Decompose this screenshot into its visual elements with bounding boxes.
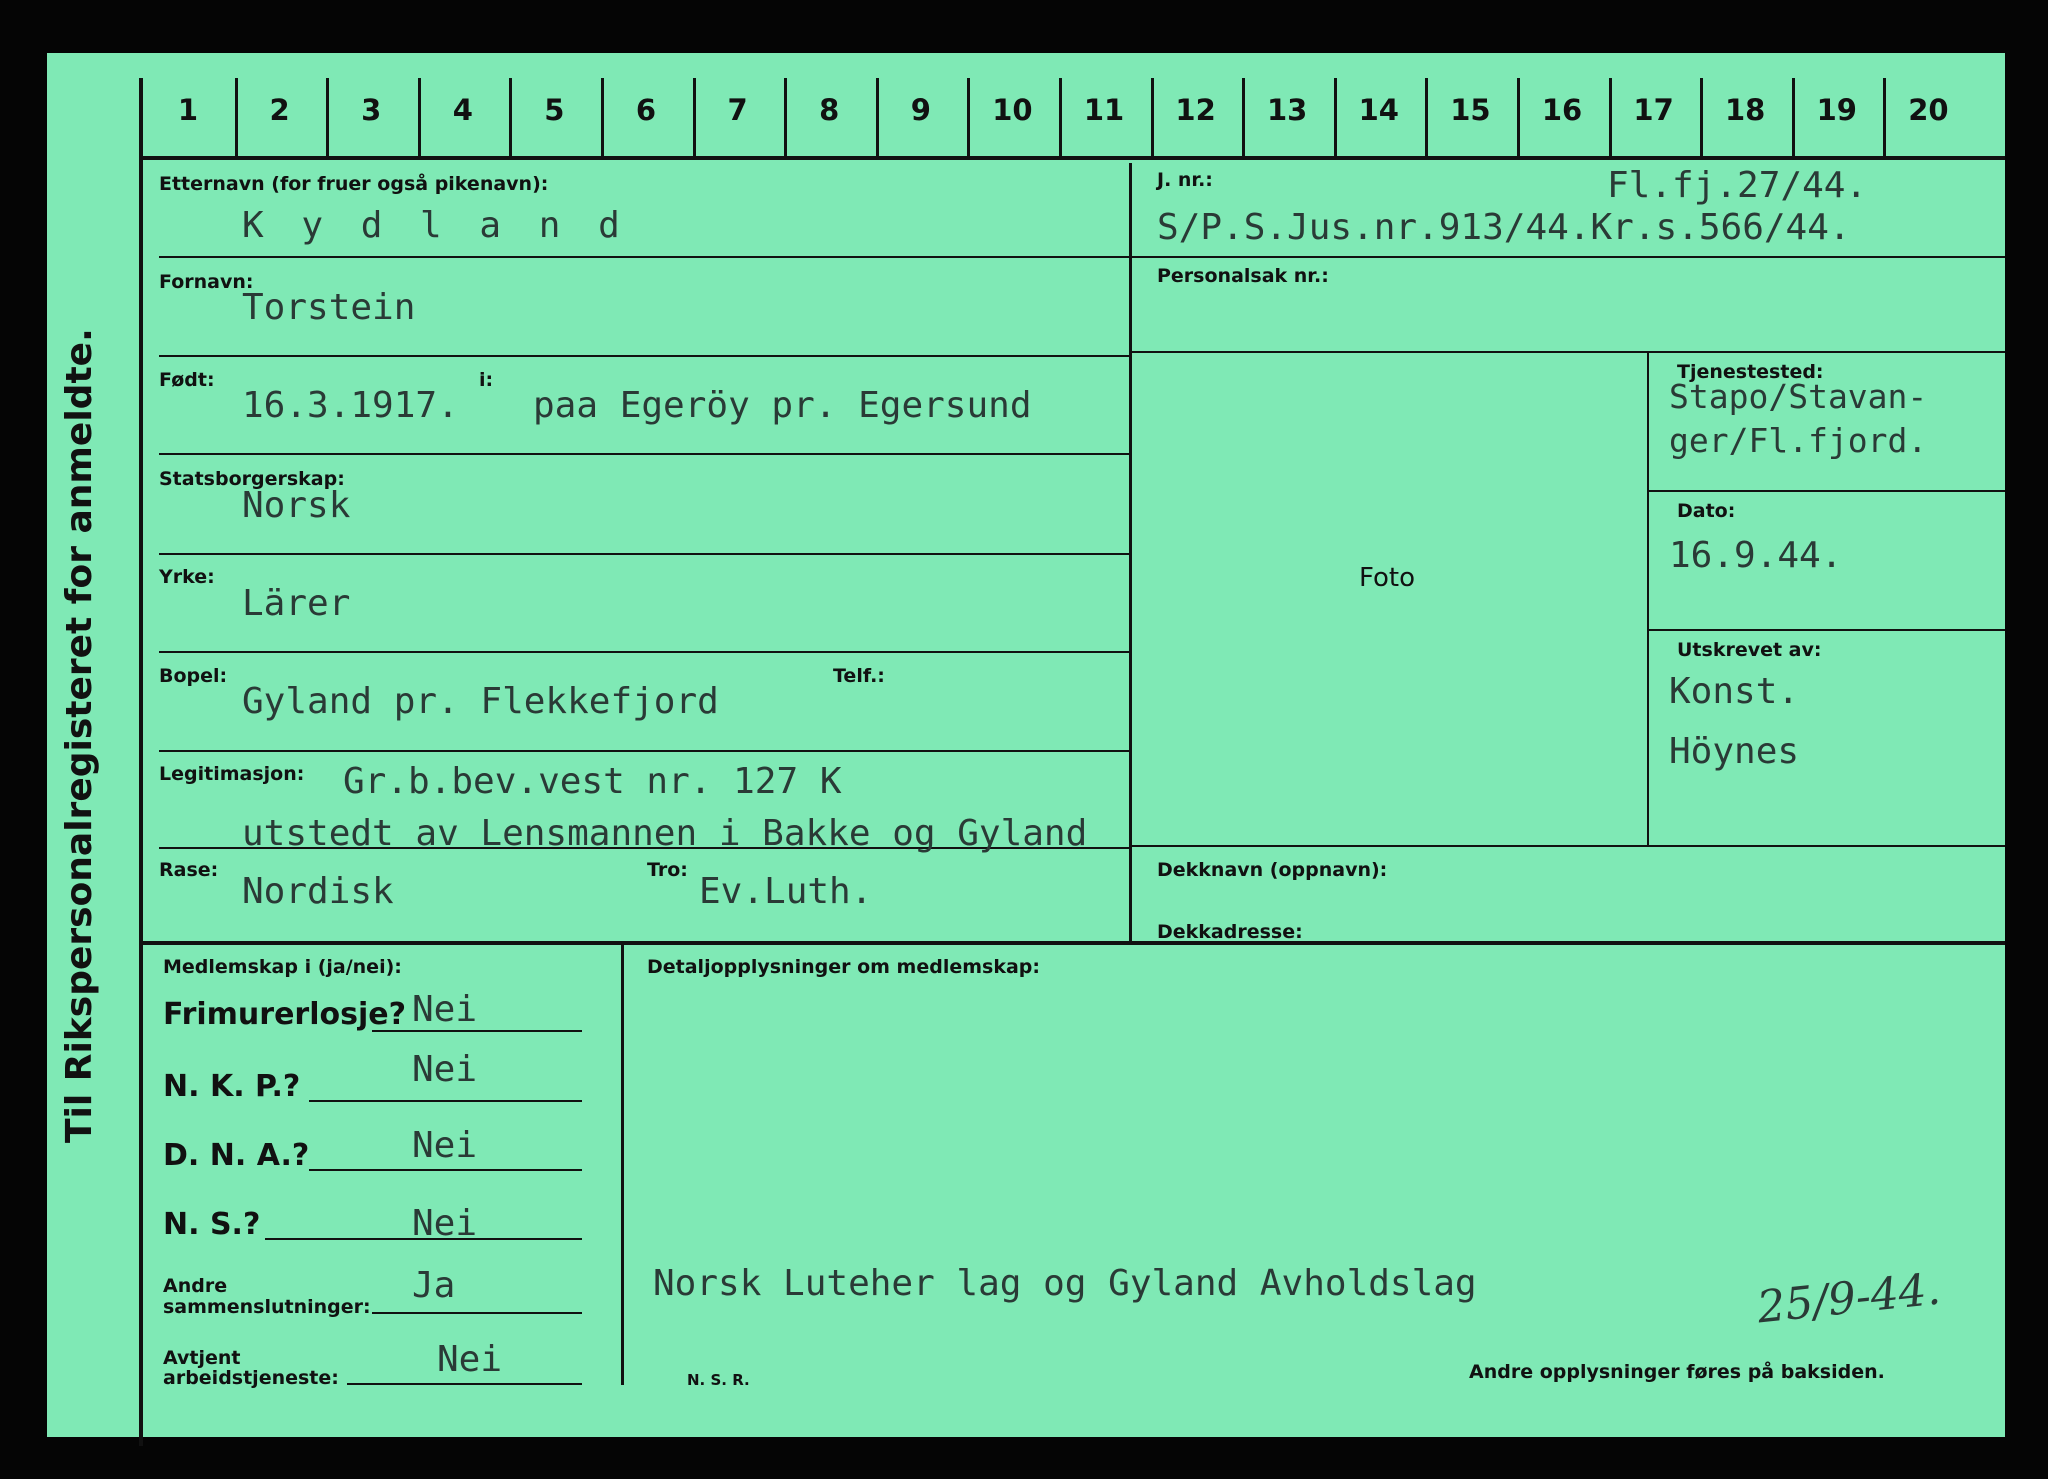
tro-label: Tro: xyxy=(647,859,688,881)
row-line xyxy=(1132,351,2005,353)
column-tick xyxy=(1883,78,1886,158)
fornavn-label: Fornavn: xyxy=(159,271,254,293)
dekknavn-label: Dekknavn (oppnavn): xyxy=(1157,859,1388,881)
column-number: 6 xyxy=(635,93,657,127)
fodt-dato-value: 16.3.1917. xyxy=(242,385,459,426)
etternavn-value: K y d l a n d xyxy=(242,205,628,246)
column-tick xyxy=(235,78,238,158)
bopel-value: Gyland pr. Flekkefjord xyxy=(242,681,719,722)
column-number: 19 xyxy=(1816,93,1857,127)
column-number: 5 xyxy=(544,93,565,127)
rase-label: Rase: xyxy=(159,859,219,881)
rase-value: Nordisk xyxy=(242,871,394,912)
dna-label: D. N. A.? xyxy=(163,1138,310,1173)
membership-divider xyxy=(621,945,624,1385)
nkp-value: Nei xyxy=(412,1049,478,1090)
column-number: 3 xyxy=(361,93,382,127)
column-tick xyxy=(1517,78,1520,158)
column-number: 8 xyxy=(819,93,840,127)
etternavn-label: Etternavn (for fruer også pikenavn): xyxy=(159,173,549,195)
column-number: 17 xyxy=(1633,93,1674,127)
frimurer-value: Nei xyxy=(412,989,478,1030)
column-tick xyxy=(784,78,787,158)
column-tick xyxy=(418,78,421,158)
row-line xyxy=(1132,845,2005,847)
dna-value: Nei xyxy=(412,1125,478,1166)
nkp-label: N. K. P.? xyxy=(163,1069,301,1104)
dekkadresse-label: Dekkadresse: xyxy=(1157,921,1303,943)
foto-label: Foto xyxy=(1359,563,1416,593)
row-line xyxy=(159,651,1129,653)
column-number: 10 xyxy=(992,93,1033,127)
column-number: 11 xyxy=(1083,93,1125,127)
avtjent-label-2: arbeidstjeneste: xyxy=(163,1367,339,1389)
detalj-label: Detaljopplysninger om medlemskap: xyxy=(647,956,1040,978)
column-number: 13 xyxy=(1267,93,1308,127)
underline xyxy=(309,1169,582,1171)
jnr-label: J. nr.: xyxy=(1157,169,1213,191)
column-tick xyxy=(693,78,696,158)
nsr-mark: N. S. R. xyxy=(687,1371,750,1389)
handwritten-date: 25/9-44. xyxy=(1754,1263,1943,1334)
andre-value: Ja xyxy=(412,1265,456,1306)
left-border xyxy=(139,78,143,1446)
column-tick xyxy=(601,78,604,158)
column-tick xyxy=(1792,78,1795,158)
column-tick xyxy=(1700,78,1703,158)
column-number: 1 xyxy=(177,93,199,127)
column-number: 20 xyxy=(1908,93,1949,127)
frimurer-label: Frimurerlosje? xyxy=(163,997,406,1032)
jnr-value-2: S/P.S.Jus.nr.913/44.Kr.s.566/44. xyxy=(1157,207,1851,248)
avtjent-label-1: Avtjent xyxy=(163,1347,241,1369)
column-tick xyxy=(509,78,512,158)
registration-card xyxy=(47,53,2005,1437)
column-tick xyxy=(967,78,970,158)
fodt-label: Født: xyxy=(159,369,215,391)
avtjent-value: Nei xyxy=(437,1339,503,1380)
row-line xyxy=(159,355,1129,357)
column-tick xyxy=(326,78,329,158)
telf-label: Telf.: xyxy=(833,665,885,687)
utskrevet-value-1: Konst. xyxy=(1669,671,1800,712)
legitimasjon-value-1: Gr.b.bev.vest nr. 127 K xyxy=(343,761,842,802)
fodt-sted-value: paa Egeröy pr. Egersund xyxy=(533,385,1032,426)
column-number: 7 xyxy=(727,93,748,127)
column-tick xyxy=(1609,78,1612,158)
row-line xyxy=(159,453,1129,455)
column-number: 18 xyxy=(1725,93,1766,127)
column-number: 12 xyxy=(1175,93,1216,127)
column-number: 4 xyxy=(452,93,473,127)
column-tick xyxy=(1425,78,1428,158)
ns-label: N. S.? xyxy=(163,1207,261,1242)
side-title: Til Rikspersonalregisteret for anmeldte. xyxy=(59,328,100,1143)
tro-value: Ev.Luth. xyxy=(699,871,873,912)
jnr-value-1: Fl.fj.27/44. xyxy=(1607,165,1868,206)
column-tick xyxy=(1151,78,1154,158)
andre-label-2: sammenslutninger: xyxy=(163,1296,371,1318)
utskrevet-label: Utskrevet av: xyxy=(1677,639,1822,661)
underline xyxy=(372,1312,582,1314)
column-number: 14 xyxy=(1358,93,1399,127)
column-line xyxy=(1647,353,1649,845)
underline xyxy=(347,1383,582,1385)
andre-label-1: Andre xyxy=(163,1275,228,1297)
row-line xyxy=(159,553,1129,555)
statsborgerskap-label: Statsborgerskap: xyxy=(159,468,345,490)
legitimasjon-value-2: utstedt av Lensmannen i Bakke og Gyland xyxy=(242,813,1088,854)
utskrevet-value-2: Höynes xyxy=(1669,731,1800,772)
column-number: 15 xyxy=(1450,93,1491,127)
i-label: i: xyxy=(479,369,494,391)
tjenestested-value-2: ger/Fl.fjord. xyxy=(1669,421,1928,460)
detalj-value: Norsk Luteher lag og Gyland Avholdslag xyxy=(653,1263,1477,1304)
footer-note: Andre opplysninger føres på baksiden. xyxy=(1469,1361,1885,1383)
fornavn-value: Torstein xyxy=(242,287,416,328)
yrke-value: Lärer xyxy=(242,583,351,624)
statsborgerskap-value: Norsk xyxy=(242,485,351,526)
column-tick xyxy=(1334,78,1337,158)
personalsak-label: Personalsak nr.: xyxy=(1157,265,1329,287)
legitimasjon-label: Legitimasjon: xyxy=(159,763,305,785)
column-tick xyxy=(876,78,879,158)
tjenestested-label: Tjenestested: xyxy=(1677,361,1824,383)
yrke-label: Yrke: xyxy=(159,566,215,588)
column-number: 9 xyxy=(910,93,931,127)
dato-label: Dato: xyxy=(1677,500,1736,522)
row-line xyxy=(159,256,1129,258)
column-number: 2 xyxy=(269,93,290,127)
section-line xyxy=(143,941,2005,945)
underline xyxy=(309,1100,582,1102)
row-line xyxy=(1132,256,2005,258)
ns-value: Nei xyxy=(412,1203,478,1244)
column-tick xyxy=(1242,78,1245,158)
row-line xyxy=(1649,490,2005,492)
medlemskap-label: Medlemskap i (ja/nei): xyxy=(163,956,402,978)
bopel-label: Bopel: xyxy=(159,665,228,687)
row-line xyxy=(159,750,1129,752)
tjenestested-value-1: Stapo/Stavan- xyxy=(1669,377,1928,416)
dato-value: 16.9.44. xyxy=(1669,535,1843,576)
row-line xyxy=(1649,629,2005,631)
header-line xyxy=(143,156,2005,160)
center-divider xyxy=(1129,163,1132,943)
column-tick xyxy=(1059,78,1062,158)
column-number: 16 xyxy=(1541,93,1583,127)
